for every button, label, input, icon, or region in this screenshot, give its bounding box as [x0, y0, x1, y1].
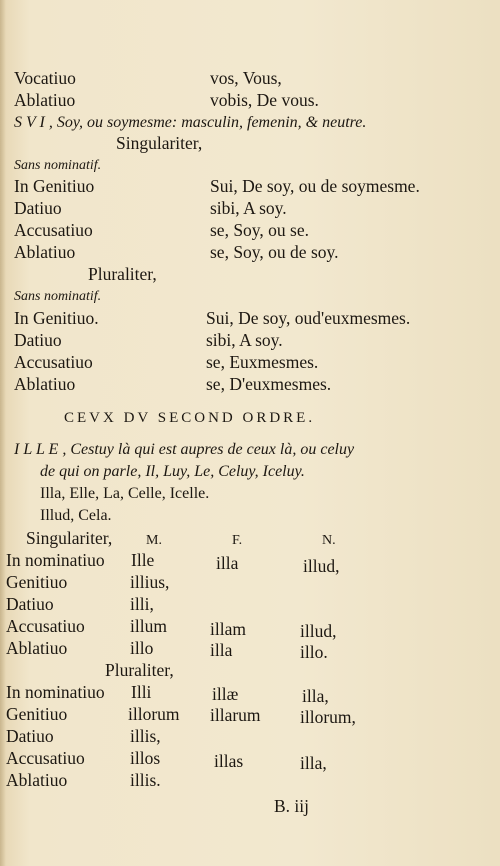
case-form: se, Soy, ou se.	[210, 220, 310, 240]
case-label: Ablatiuo	[14, 374, 76, 394]
case-label: Ablatiuo	[14, 90, 76, 110]
case-label: Datiuo	[6, 726, 54, 746]
form-masculine: illo	[130, 638, 154, 658]
case-form: sibi, A soy.	[210, 198, 287, 218]
form-feminine: illarum	[210, 705, 261, 725]
form-neuter: illud,	[300, 621, 337, 641]
case-label: Datiuo	[14, 330, 62, 350]
signature-mark: B. iij	[274, 796, 310, 816]
case-label: Accusatiuo	[6, 616, 85, 636]
form-masculine: Ille	[131, 550, 155, 570]
number-heading: Pluraliter,	[88, 264, 157, 284]
case-label: In Genitiuo.	[14, 308, 99, 328]
note-sans-nominatif: Sans nominatif.	[14, 289, 102, 304]
form-masculine: illi,	[130, 594, 154, 614]
case-label: Accusatiuo	[14, 352, 93, 372]
form-masculine: illius,	[130, 572, 170, 592]
case-label: Accusatiuo	[6, 748, 85, 768]
form-feminine: illa	[210, 640, 233, 660]
number-heading: Singulariter,	[26, 528, 113, 548]
case-label: In nominatiuo	[6, 550, 105, 570]
number-heading: Singulariter,	[116, 133, 203, 153]
form-feminine: illam	[210, 619, 246, 639]
form-masculine: Illi	[131, 682, 152, 702]
case-form: sibi, A soy.	[206, 330, 283, 350]
paragraph-line: de qui on parle, Il, Luy, Le, Celuy, Iceluy.	[40, 463, 305, 480]
case-form: vobis, De vous.	[210, 90, 319, 110]
case-label: In Genitiuo	[14, 176, 95, 196]
number-heading: Pluraliter,	[105, 660, 174, 680]
case-form: Sui, De soy, oud'euxmesmes.	[206, 308, 411, 328]
case-form: se, Soy, ou de soy.	[210, 242, 339, 262]
case-label: Ablatiuo	[6, 770, 68, 790]
case-label: Ablatiuo	[6, 638, 68, 658]
case-label: Genitiuo	[6, 572, 68, 592]
case-label: Datiuo	[14, 198, 62, 218]
form-neuter: illo.	[300, 642, 328, 662]
case-form: Sui, De soy, ou de soymesme.	[210, 176, 420, 196]
form-masculine: illis,	[130, 726, 161, 746]
form-neuter: illa,	[302, 686, 329, 706]
form-neuter: illorum,	[300, 707, 356, 727]
paragraph-line: Illud, Cela.	[40, 507, 112, 524]
pronoun-heading-ille: I L L E , Cestuy là qui est aupres de ceux là, ou celuy	[14, 441, 355, 458]
form-masculine: illis.	[130, 770, 161, 790]
gender-column-n: N.	[322, 533, 336, 548]
pronoun-heading-sui: S V I , Soy, ou soymesme: masculin, femenin, & neutre.	[14, 114, 367, 131]
form-neuter: illa,	[300, 753, 327, 773]
form-feminine: illa	[216, 553, 239, 573]
case-label: Datiuo	[6, 594, 54, 614]
case-label: Genitiuo	[6, 704, 68, 724]
gender-column-m: M.	[146, 533, 162, 548]
note-sans-nominatif: Sans nominatif.	[14, 158, 102, 173]
form-masculine: illos	[130, 748, 161, 768]
case-label: In nominatiuo	[6, 682, 105, 702]
case-form: se, Euxmesmes.	[206, 352, 319, 372]
case-label: Vocatiuo	[14, 68, 76, 88]
form-feminine: illas	[214, 751, 244, 771]
case-label: Accusatiuo	[14, 220, 93, 240]
form-masculine: illorum	[128, 704, 180, 724]
section-heading: CEVX DV SECOND ORDRE.	[64, 410, 316, 426]
form-neuter: illud,	[303, 556, 340, 576]
case-label: Ablatiuo	[14, 242, 76, 262]
form-feminine: illæ	[212, 684, 239, 704]
gender-column-f: F.	[232, 533, 243, 548]
paragraph-line: Illa, Elle, La, Celle, Icelle.	[40, 485, 210, 502]
case-form: se, D'euxmesmes.	[206, 374, 332, 394]
case-form: vos, Vous,	[210, 68, 282, 88]
form-masculine: illum	[130, 616, 167, 636]
